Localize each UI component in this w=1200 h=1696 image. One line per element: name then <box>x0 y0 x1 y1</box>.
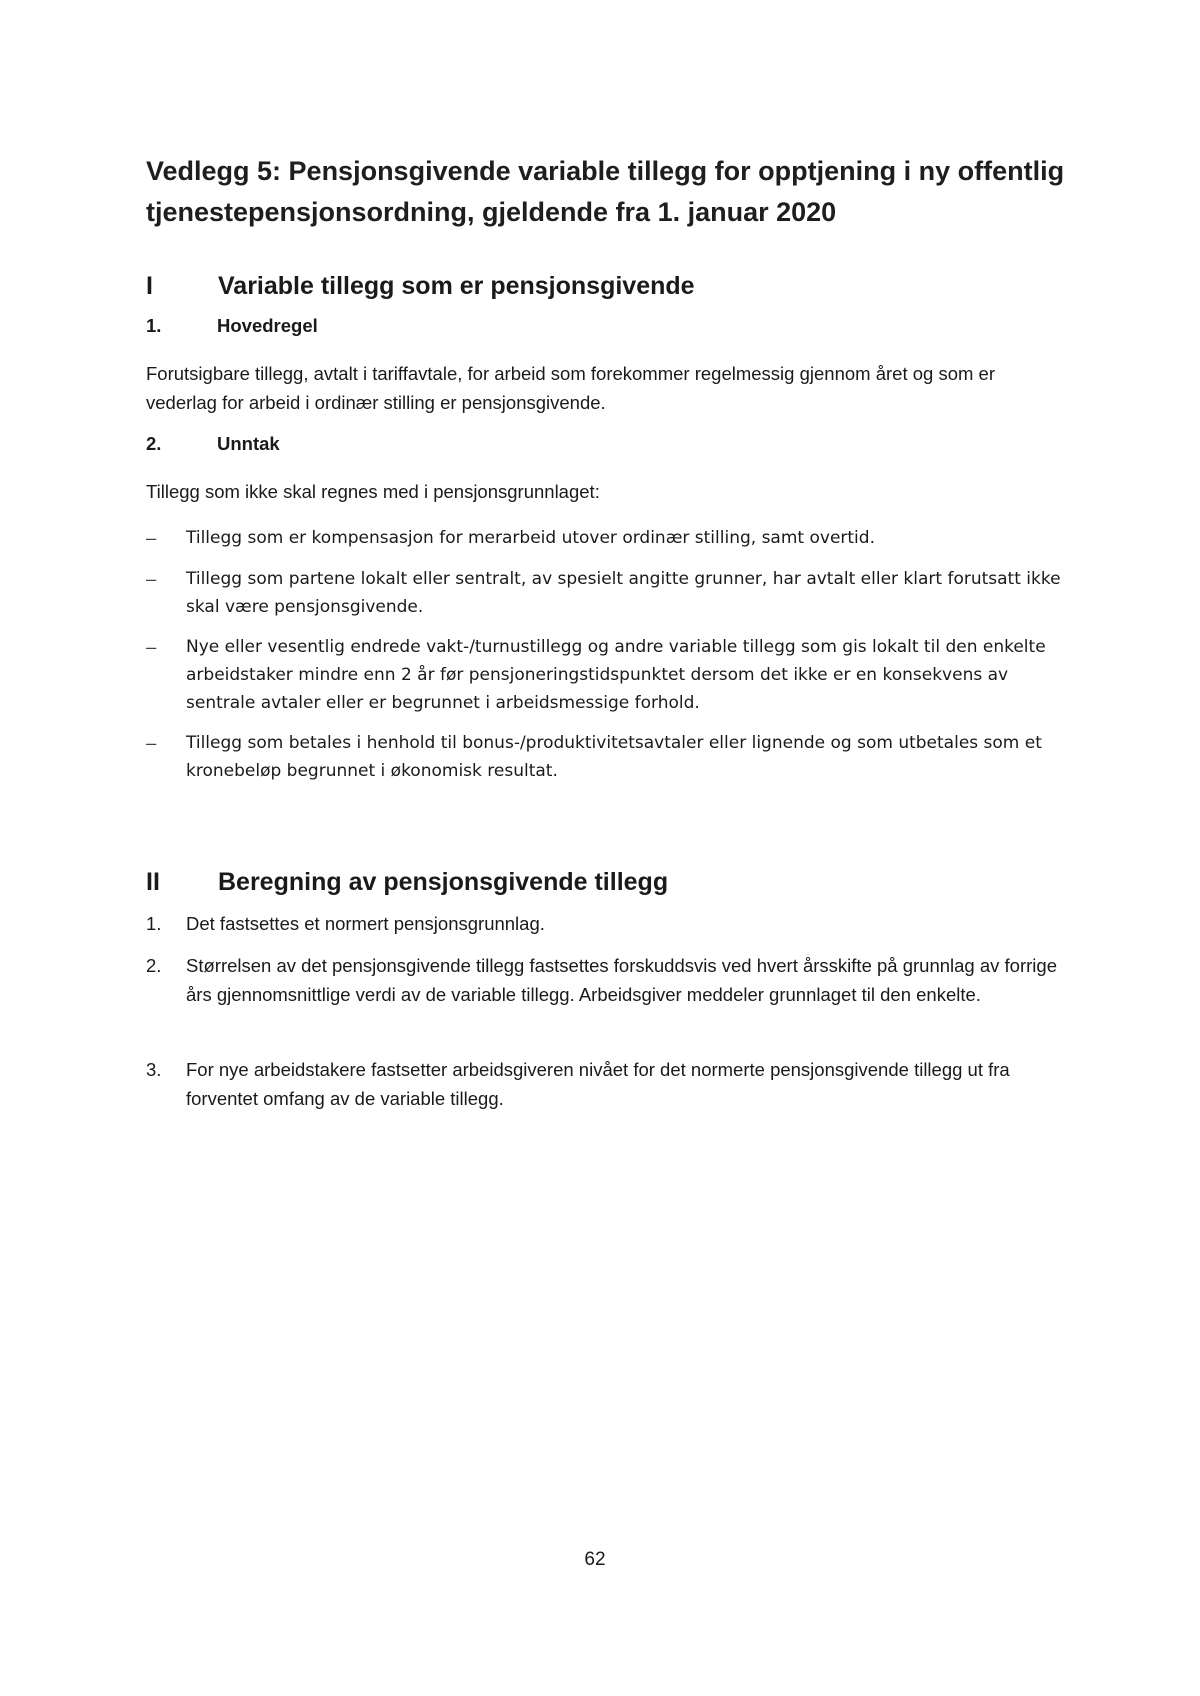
dash-marker: – <box>146 636 157 657</box>
list-item-text: Tillegg som partene lokalt eller sentralt, av spesielt angitte grunner, har avtalt eller klart forutsatt ikke skal være pensjonsgivende. <box>186 569 1061 617</box>
list-item-number: 1. <box>146 913 162 934</box>
subsection-title: Hovedregel <box>217 315 318 336</box>
subsection-title: Unntak <box>217 433 280 454</box>
list-item-text: Størrelsen av det pensjonsgivende tillegg fastsettes forskuddsvis ved hvert årsskifte på grunnlag av forrige års gjennomsnittlige verdi av de variable tillegg. Arbeidsgiver meddeler grunnlaget til den enkelte. <box>186 955 1057 1005</box>
list-item-number: 3. <box>146 1059 162 1080</box>
dash-marker: – <box>146 732 157 753</box>
list-item-number: 2. <box>146 955 162 976</box>
list-item-text: Nye eller vesentlig endrede vakt-/turnustillegg og andre variable tillegg som gis lokalt til den enkelte arbeidstaker mindre enn 2 år før pensjoneringstidspunktet dersom det ikke er en konsekvens av sentrale avtaler eller er begrunnet i arbeidsmessige forhold. <box>186 637 1046 713</box>
list-item-text: For nye arbeidstakere fastsetter arbeidsgiveren nivået for det normerte pensjonsgivende tillegg ut fra forventet omfang av de variable tillegg. <box>186 1059 1010 1109</box>
list-item-text: Det fastsettes et normert pensjonsgrunnlag. <box>186 913 545 934</box>
dash-marker: – <box>146 568 157 589</box>
dash-marker: – <box>146 527 157 548</box>
hovedregel-paragraph: Forutsigbare tillegg, avtalt i tariffavtale, for arbeid som forekommer regelmessig gjennom året og som er vederlag for arbeid i ordinær stilling er pensjonsgivende. <box>146 363 995 413</box>
unntak-intro-paragraph: Tillegg som ikke skal regnes med i pensjonsgrunnlaget: <box>146 481 600 502</box>
page-number: 62 <box>584 1549 606 1570</box>
list-item-text: Tillegg som er kompensasjon for merarbeid utover ordinær stilling, samt overtid. <box>186 528 875 548</box>
section-1-numeral: I <box>146 272 153 300</box>
subsection-number: 2. <box>146 433 162 454</box>
section-2-title: Beregning av pensjonsgivende tillegg <box>218 868 669 896</box>
subsection-number: 1. <box>146 315 162 336</box>
section-2-numeral: II <box>146 868 160 896</box>
document-title: Vedlegg 5: Pensjonsgivende variable tillegg for opptjening i ny offentlig tjenestepensjonsordning, gjeldende fra 1. januar 2020 <box>146 156 1065 227</box>
section-1-title: Variable tillegg som er pensjonsgivende <box>218 272 695 300</box>
list-item-text: Tillegg som betales i henhold til bonus-/produktivitetsavtaler eller lignende og som utbetales som et kronebeløp begrunnet i økonomisk resultat. <box>186 733 1042 781</box>
